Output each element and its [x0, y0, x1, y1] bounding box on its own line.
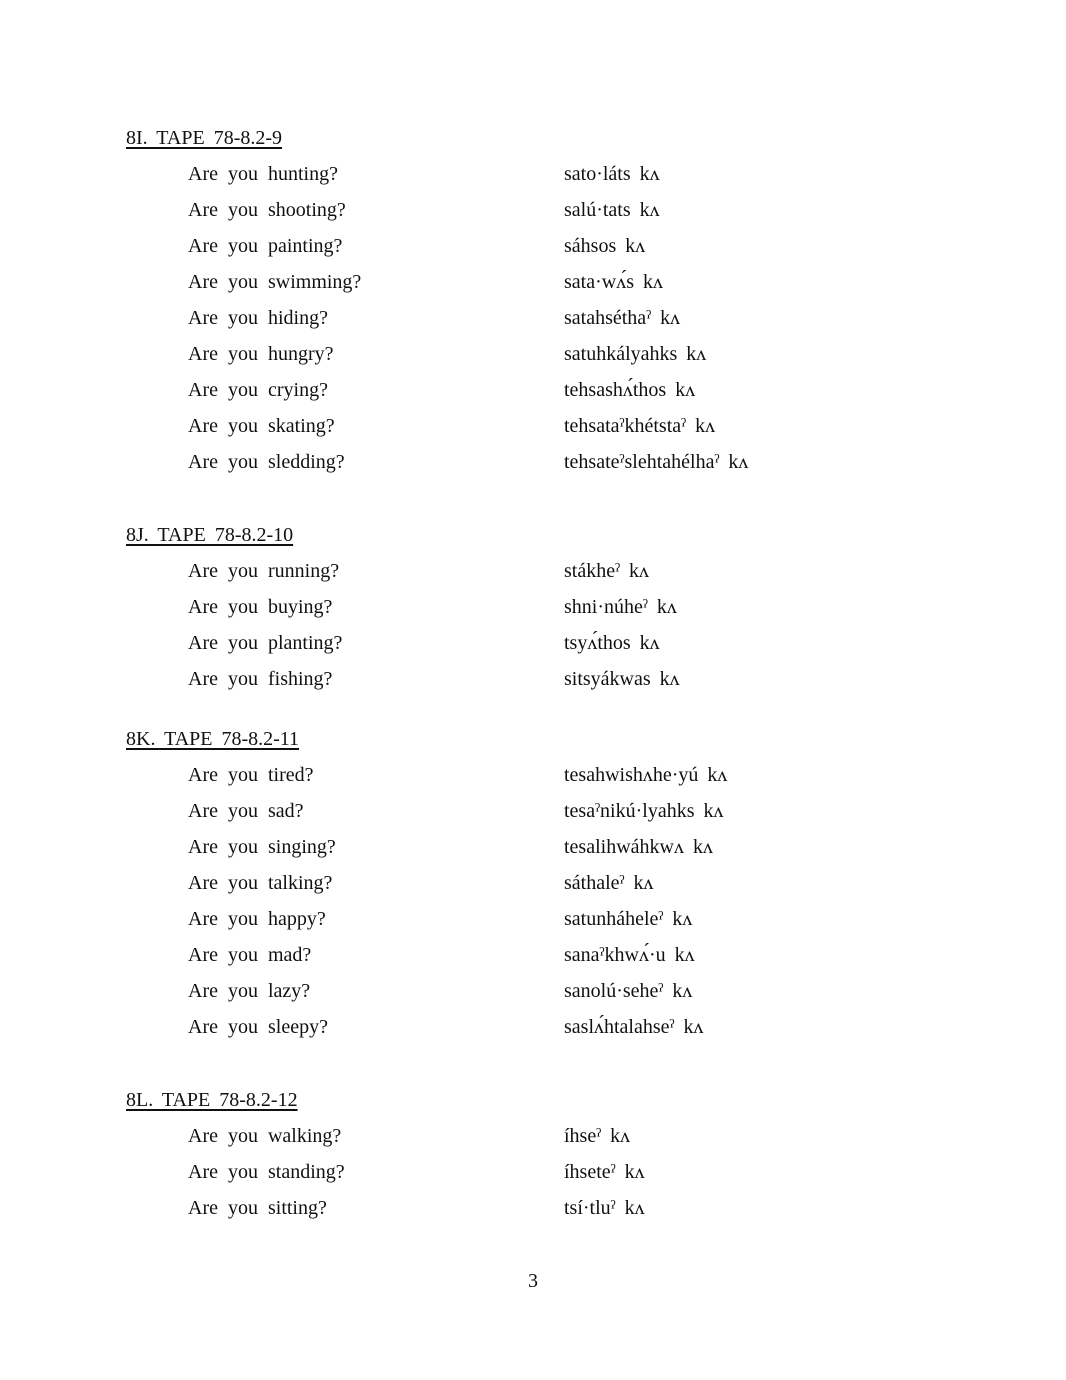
translation: stákheˀ kʌ: [564, 560, 650, 582]
english-phrase: Are you sad?: [188, 800, 304, 822]
english-phrase: Are you lazy?: [188, 980, 311, 1002]
page-number: 3: [528, 1270, 538, 1292]
list-item: [126, 336, 1026, 372]
english-phrase: Are you running?: [188, 560, 340, 582]
translation: tsí·tluˀ kʌ: [564, 1197, 645, 1219]
english-phrase: Are you sledding?: [188, 451, 345, 473]
english-phrase: Are you standing?: [188, 1161, 345, 1183]
section-8l: [126, 1082, 1026, 1226]
translation: satuhkályahks kʌ: [564, 343, 707, 365]
english-phrase: Are you walking?: [188, 1125, 342, 1147]
translation: sata·wʌ́s kʌ: [564, 271, 663, 293]
translation: salú·tats kʌ: [564, 199, 660, 221]
translation: íhseteˀ kʌ: [564, 1161, 645, 1183]
section-8k: [126, 721, 1026, 1045]
english-phrase: Are you skating?: [188, 415, 335, 437]
translation: tesaˀnikú·lyahks kʌ: [564, 800, 724, 822]
list-item: [126, 793, 1026, 829]
translation: sitsyákwas kʌ: [564, 668, 680, 690]
list-item: [126, 553, 1026, 589]
english-phrase: Are you fishing?: [188, 668, 333, 690]
list-item: [126, 937, 1026, 973]
section-8i: [126, 120, 1026, 480]
translation: sáthaleˀ kʌ: [564, 872, 654, 894]
translation: sanolú·seheˀ kʌ: [564, 980, 693, 1002]
list-item: [126, 264, 1026, 300]
translation: sáhsos kʌ: [564, 235, 646, 257]
translation: sato·láts kʌ: [564, 163, 660, 185]
english-phrase: Are you mad?: [188, 944, 312, 966]
list-item: [126, 228, 1026, 264]
list-item: [126, 444, 1026, 480]
english-phrase: Are you hiding?: [188, 307, 328, 329]
translation: shni·núheˀ kʌ: [564, 596, 677, 618]
translation: satahséthaˀ kʌ: [564, 307, 681, 329]
english-phrase: Are you buying?: [188, 596, 333, 618]
section-heading: 8K. TAPE 78-8.2-11: [126, 728, 300, 750]
list-item: [126, 829, 1026, 865]
translation: tsyʌ́thos kʌ: [564, 632, 660, 654]
translation: tesahwishʌhe·yú kʌ: [564, 764, 728, 786]
section-heading: 8I. TAPE 78-8.2-9: [126, 127, 283, 149]
section-heading: 8J. TAPE 78-8.2-10: [126, 524, 294, 546]
list-item: [126, 901, 1026, 937]
translation: tehsashʌ́thos kʌ: [564, 379, 696, 401]
translation: tehsataˀkhétstaˀ kʌ: [564, 415, 716, 437]
list-item: [126, 300, 1026, 336]
english-phrase: Are you swimming?: [188, 271, 362, 293]
english-phrase: Are you happy?: [188, 908, 326, 930]
list-item: [126, 973, 1026, 1009]
translation: tesalihwáhkwʌ kʌ: [564, 836, 713, 858]
english-phrase: Are you tired?: [188, 764, 314, 786]
translation: sanaˀkhwʌ́·u kʌ: [564, 944, 695, 966]
english-phrase: Are you sitting?: [188, 1197, 327, 1219]
english-phrase: Are you hungry?: [188, 343, 334, 365]
list-item: [126, 408, 1026, 444]
english-phrase: Are you talking?: [188, 872, 333, 894]
translation: íhseˀ kʌ: [564, 1125, 631, 1147]
english-phrase: Are you sleepy?: [188, 1016, 328, 1038]
section-8j: [126, 517, 1026, 697]
list-item: [126, 661, 1026, 697]
list-item: [126, 1009, 1026, 1045]
list-item: [126, 1118, 1026, 1154]
translation: tehsateˀslehtahélhaˀ kʌ: [564, 451, 749, 473]
english-phrase: Are you crying?: [188, 379, 328, 401]
english-phrase: Are you painting?: [188, 235, 343, 257]
list-item: [126, 757, 1026, 793]
list-item: [126, 372, 1026, 408]
section-heading: 8L. TAPE 78-8.2-12: [126, 1089, 298, 1111]
english-phrase: Are you hunting?: [188, 163, 338, 185]
english-phrase: Are you shooting?: [188, 199, 346, 221]
translation: saslʌ́htalahseˀ kʌ: [564, 1016, 704, 1038]
list-item: [126, 192, 1026, 228]
list-item: [126, 589, 1026, 625]
list-item: [126, 1154, 1026, 1190]
translation: satunháheleˀ kʌ: [564, 908, 693, 930]
english-phrase: Are you planting?: [188, 632, 343, 654]
list-item: [126, 625, 1026, 661]
list-item: [126, 865, 1026, 901]
list-item: [126, 156, 1026, 192]
english-phrase: Are you singing?: [188, 836, 336, 858]
list-item: [126, 1190, 1026, 1226]
